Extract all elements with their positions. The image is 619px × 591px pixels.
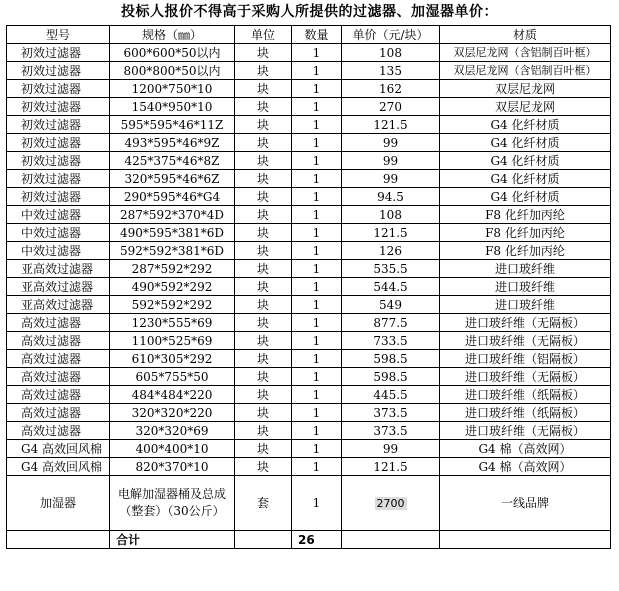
cell-price: 99 — [342, 440, 440, 458]
cell-unit: 块 — [235, 80, 292, 98]
cell-price — [342, 476, 440, 531]
cell-price: 108 — [342, 206, 440, 224]
cell-material: F8 化纤加丙纶 — [440, 224, 611, 242]
cell-material: G4 棉（高效网） — [440, 440, 611, 458]
cell-unit: 块 — [235, 368, 292, 386]
cell-price: 99 — [342, 170, 440, 188]
cell-qty: 1 — [292, 476, 342, 531]
cell-unit: 块 — [235, 206, 292, 224]
cell-spec: 595*595*46*11Z — [110, 116, 235, 134]
table-row — [7, 386, 611, 404]
cell-qty: 1 — [292, 350, 342, 368]
cell-spec: 484*484*220 — [110, 386, 235, 404]
cell-model: 高效过滤器 — [7, 386, 110, 404]
cell-qty: 1 — [292, 458, 342, 476]
cell-material: 进口玻纤维（无隔板） — [440, 368, 611, 386]
cell-price: 108 — [342, 44, 440, 62]
table-row — [7, 278, 611, 296]
cell-qty: 1 — [292, 440, 342, 458]
cell-model: 高效过滤器 — [7, 314, 110, 332]
cell-spec: 320*595*46*6Z — [110, 170, 235, 188]
cell-spec: 800*800*50以内 — [110, 62, 235, 80]
cell-material: 一线品牌 — [440, 476, 611, 531]
table-row — [7, 62, 611, 80]
cell-spec: 400*400*10 — [110, 440, 235, 458]
header-unit: 单位 — [235, 26, 292, 44]
cell-model: 初效过滤器 — [7, 98, 110, 116]
table-row — [7, 332, 611, 350]
cell-price: 535.5 — [342, 260, 440, 278]
cell-unit: 块 — [235, 332, 292, 350]
cell-material: 进口玻纤维（无隔板） — [440, 422, 611, 440]
cell-unit: 块 — [235, 152, 292, 170]
cell-material: F8 化纤加丙纶 — [440, 242, 611, 260]
cell-spec: 1100*525*69 — [110, 332, 235, 350]
cell-model: 加湿器 — [7, 476, 110, 531]
table-row — [7, 404, 611, 422]
cell-model: 初效过滤器 — [7, 80, 110, 98]
cell-material: F8 化纤加丙纶 — [440, 206, 611, 224]
cell-qty: 1 — [292, 134, 342, 152]
total-empty-cell — [440, 531, 611, 549]
cell-spec: 287*592*292 — [110, 260, 235, 278]
header-qty: 数量 — [292, 26, 342, 44]
cell-unit: 块 — [235, 224, 292, 242]
total-label: 合计 — [110, 531, 235, 549]
cell-unit: 块 — [235, 404, 292, 422]
cell-model: 初效过滤器 — [7, 62, 110, 80]
cell-unit: 块 — [235, 350, 292, 368]
cell-model: 中效过滤器 — [7, 224, 110, 242]
cell-price: 549 — [342, 296, 440, 314]
cell-spec: 1200*750*10 — [110, 80, 235, 98]
cell-model: G4 高效回风棉 — [7, 440, 110, 458]
cell-qty: 1 — [292, 332, 342, 350]
table-row — [7, 314, 611, 332]
cell-price: 135 — [342, 62, 440, 80]
cell-unit: 块 — [235, 458, 292, 476]
cell-qty: 1 — [292, 80, 342, 98]
cell-qty: 1 — [292, 368, 342, 386]
cell-unit: 块 — [235, 278, 292, 296]
table-row — [7, 206, 611, 224]
cell-unit: 块 — [235, 98, 292, 116]
price-value: 2700 — [376, 496, 405, 510]
cell-spec: 490*595*381*6D — [110, 224, 235, 242]
cell-model: 初效过滤器 — [7, 44, 110, 62]
table-row — [7, 80, 611, 98]
cell-model: G4 高效回风棉 — [7, 458, 110, 476]
cell-model: 亚高效过滤器 — [7, 278, 110, 296]
cell-price: 598.5 — [342, 368, 440, 386]
cell-price: 373.5 — [342, 422, 440, 440]
cell-qty: 1 — [292, 116, 342, 134]
cell-model: 高效过滤器 — [7, 332, 110, 350]
cell-unit: 块 — [235, 386, 292, 404]
cell-spec: 592*592*292 — [110, 296, 235, 314]
cell-unit: 块 — [235, 440, 292, 458]
cell-price: 373.5 — [342, 404, 440, 422]
table-body — [7, 44, 611, 549]
cell-material: 进口玻纤维 — [440, 260, 611, 278]
table-row — [7, 188, 611, 206]
cell-spec: 1230*555*69 — [110, 314, 235, 332]
cell-qty: 1 — [292, 170, 342, 188]
header-spec: 规格（㎜） — [110, 26, 235, 44]
cell-qty: 1 — [292, 296, 342, 314]
table-row — [7, 224, 611, 242]
cell-material: 进口玻纤维（纸隔板） — [440, 386, 611, 404]
table-header-row — [7, 26, 611, 44]
cell-unit: 块 — [235, 422, 292, 440]
cell-qty: 1 — [292, 44, 342, 62]
table-row — [7, 116, 611, 134]
total-qty: 26 — [292, 531, 342, 549]
cell-material: 双层尼龙网 — [440, 98, 611, 116]
cell-unit: 块 — [235, 242, 292, 260]
cell-spec: 320*320*69 — [110, 422, 235, 440]
cell-material: 进口玻纤维 — [440, 296, 611, 314]
table-row — [7, 458, 611, 476]
cell-spec: 605*755*50 — [110, 368, 235, 386]
table-row — [7, 260, 611, 278]
cell-material: 双层尼龙网（含铝制百叶框） — [440, 62, 611, 80]
cell-price: 544.5 — [342, 278, 440, 296]
cell-qty: 1 — [292, 278, 342, 296]
cell-model: 高效过滤器 — [7, 422, 110, 440]
cell-price: 733.5 — [342, 332, 440, 350]
total-empty-cell — [342, 531, 440, 549]
cell-price: 445.5 — [342, 386, 440, 404]
total-row — [7, 531, 611, 549]
cell-model: 亚高效过滤器 — [7, 296, 110, 314]
cell-model: 高效过滤器 — [7, 368, 110, 386]
cell-spec: 320*320*220 — [110, 404, 235, 422]
cell-unit: 块 — [235, 116, 292, 134]
table-row — [7, 134, 611, 152]
table-row — [7, 440, 611, 458]
table-row — [7, 152, 611, 170]
cell-qty: 1 — [292, 314, 342, 332]
cell-spec: 600*600*50以内 — [110, 44, 235, 62]
total-empty-cell — [235, 531, 292, 549]
cell-model: 初效过滤器 — [7, 152, 110, 170]
cell-unit: 块 — [235, 296, 292, 314]
cell-unit: 块 — [235, 44, 292, 62]
cell-unit: 块 — [235, 314, 292, 332]
cell-material: G4 化纤材质 — [440, 170, 611, 188]
cell-price: 121.5 — [342, 224, 440, 242]
cell-unit: 块 — [235, 188, 292, 206]
header-model: 型号 — [7, 26, 110, 44]
cell-qty: 1 — [292, 386, 342, 404]
cell-price: 94.5 — [342, 188, 440, 206]
cell-material: G4 化纤材质 — [440, 188, 611, 206]
cell-material: 进口玻纤维（纸隔板） — [440, 404, 611, 422]
cell-material: 进口玻纤维（无隔板） — [440, 332, 611, 350]
cell-price: 877.5 — [342, 314, 440, 332]
table-row — [7, 296, 611, 314]
cell-qty: 1 — [292, 62, 342, 80]
cell-qty: 1 — [292, 404, 342, 422]
cell-spec: 610*305*292 — [110, 350, 235, 368]
cell-unit: 块 — [235, 260, 292, 278]
cell-material: 进口玻纤维（铝隔板） — [440, 350, 611, 368]
cell-model: 亚高效过滤器 — [7, 260, 110, 278]
cell-qty: 1 — [292, 206, 342, 224]
cell-price: 126 — [342, 242, 440, 260]
cell-model: 中效过滤器 — [7, 242, 110, 260]
cell-material: G4 化纤材质 — [440, 152, 611, 170]
humidifier-row — [7, 476, 611, 531]
cell-material: 进口玻纤维（无隔板） — [440, 314, 611, 332]
cell-price: 162 — [342, 80, 440, 98]
cell-material: G4 棉（高效网） — [440, 458, 611, 476]
cell-qty: 1 — [292, 224, 342, 242]
cell-price: 99 — [342, 134, 440, 152]
cell-model: 初效过滤器 — [7, 170, 110, 188]
cell-spec: 287*592*370*4D — [110, 206, 235, 224]
cell-price: 121.5 — [342, 116, 440, 134]
cell-material: 进口玻纤维 — [440, 278, 611, 296]
cell-spec: 425*375*46*8Z — [110, 152, 235, 170]
cell-qty: 1 — [292, 188, 342, 206]
table-row — [7, 368, 611, 386]
cell-unit: 块 — [235, 170, 292, 188]
total-empty-cell — [7, 531, 110, 549]
cell-qty: 1 — [292, 98, 342, 116]
cell-spec: 电解加湿器桶及总成（整套）（30公斤） — [110, 476, 235, 531]
cell-price: 121.5 — [342, 458, 440, 476]
cell-price: 270 — [342, 98, 440, 116]
cell-price: 99 — [342, 152, 440, 170]
cell-qty: 1 — [292, 242, 342, 260]
table-row — [7, 350, 611, 368]
cell-unit: 块 — [235, 134, 292, 152]
cell-spec: 592*592*381*6D — [110, 242, 235, 260]
cell-model: 高效过滤器 — [7, 404, 110, 422]
cell-material: 双层尼龙网（含铝制百叶框） — [440, 44, 611, 62]
cell-spec: 493*595*46*9Z — [110, 134, 235, 152]
cell-model: 中效过滤器 — [7, 206, 110, 224]
table-row — [7, 44, 611, 62]
cell-spec: 490*592*292 — [110, 278, 235, 296]
cell-unit: 套 — [235, 476, 292, 531]
table-row — [7, 98, 611, 116]
cell-model: 高效过滤器 — [7, 350, 110, 368]
cell-model: 初效过滤器 — [7, 188, 110, 206]
table-row — [7, 422, 611, 440]
cell-price: 598.5 — [342, 350, 440, 368]
cell-material: G4 化纤材质 — [440, 134, 611, 152]
cell-qty: 1 — [292, 152, 342, 170]
cell-model: 初效过滤器 — [7, 116, 110, 134]
cell-qty: 1 — [292, 422, 342, 440]
cell-qty: 1 — [292, 260, 342, 278]
price-table — [6, 25, 611, 549]
cell-spec: 820*370*10 — [110, 458, 235, 476]
cell-model: 初效过滤器 — [7, 134, 110, 152]
cell-spec: 290*595*46*G4 — [110, 188, 235, 206]
cell-unit: 块 — [235, 62, 292, 80]
cell-material: G4 化纤材质 — [440, 116, 611, 134]
table-row — [7, 242, 611, 260]
cell-material: 双层尼龙网 — [440, 80, 611, 98]
header-price: 单价（元/块） — [342, 26, 440, 44]
cell-spec: 1540*950*10 — [110, 98, 235, 116]
table-row — [7, 170, 611, 188]
page-title: 投标人报价不得高于采购人所提供的过滤器、加湿器单价： — [121, 4, 498, 20]
header-material: 材质 — [440, 26, 611, 44]
